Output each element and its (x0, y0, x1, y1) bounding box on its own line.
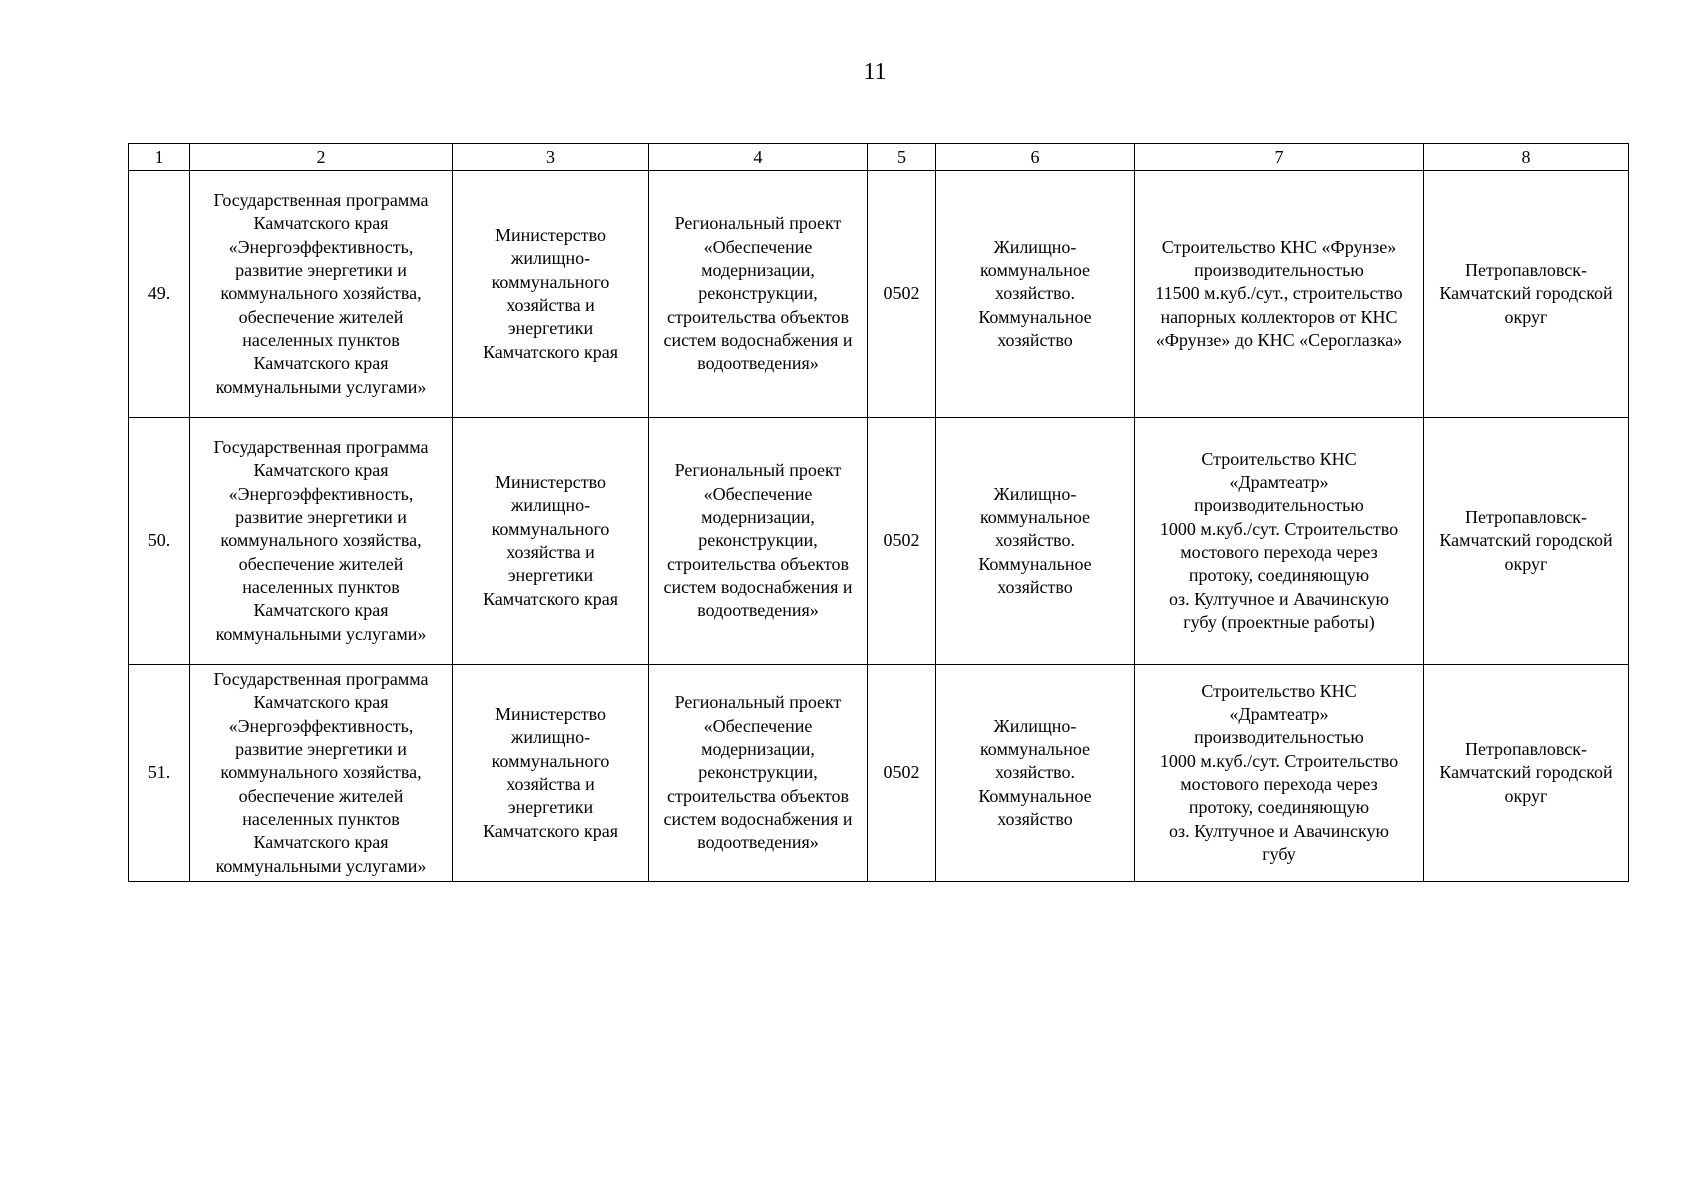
municipality-cell: Петропавловск- Камчатский городской округ (1424, 665, 1629, 882)
data-table (128, 143, 1629, 882)
municipality-cell: Петропавловск- Камчатский городской округ (1424, 171, 1629, 418)
column-number-header: 3 (453, 144, 649, 171)
column-number-header: 4 (649, 144, 868, 171)
column-number-header: 2 (190, 144, 453, 171)
code-cell: 0502 (868, 665, 936, 882)
ministry-cell: Министерство жилищно- коммунального хозяйства и энергетики Камчатского края (453, 665, 649, 882)
column-number-header: 5 (868, 144, 936, 171)
object-cell: Строительство КНС «Драмтеатр» производительностью 1000 м.куб./сут. Строительство мостового перехода через протоку, соединяющую оз. Култучное и Авачинскую губу (1135, 665, 1424, 882)
object-cell: Строительство КНС «Фрунзе» производительностью 11500 м.куб./сут., строительство напорных коллекторов от КНС «Фрунзе» до КНС «Сероглазка» (1135, 171, 1424, 418)
ministry-cell: Министерство жилищно- коммунального хозяйства и энергетики Камчатского края (453, 171, 649, 418)
code-cell: 0502 (868, 418, 936, 665)
table-row (129, 665, 1629, 882)
project-cell: Региональный проект «Обеспечение модернизации, реконструкции, строительства объектов систем водоснабжения и водоотведения» (649, 418, 868, 665)
project-cell: Региональный проект «Обеспечение модернизации, реконструкции, строительства объектов систем водоснабжения и водоотведения» (649, 665, 868, 882)
program-cell: Государственная программа Камчатского края «Энергоэффективность, развитие энергетики и коммунального хозяйства, обеспечение жителей населенных пунктов Камчатского края коммунальными услугами» (190, 418, 453, 665)
project-cell: Региональный проект «Обеспечение модернизации, реконструкции, строительства объектов систем водоснабжения и водоотведения» (649, 171, 868, 418)
column-number-header: 6 (936, 144, 1135, 171)
municipality-cell: Петропавловск- Камчатский городской округ (1424, 418, 1629, 665)
row-number-cell: 51. (129, 665, 190, 882)
table-header-row (129, 144, 1629, 171)
row-number-cell: 50. (129, 418, 190, 665)
table-row (129, 418, 1629, 665)
row-number-cell: 49. (129, 171, 190, 418)
section-cell: Жилищно- коммунальное хозяйство. Коммунальное хозяйство (936, 171, 1135, 418)
program-cell: Государственная программа Камчатского края «Энергоэффективность, развитие энергетики и коммунального хозяйства, обеспечение жителей населенных пунктов Камчатского края коммунальными услугами» (190, 171, 453, 418)
column-number-header: 8 (1424, 144, 1629, 171)
ministry-cell: Министерство жилищно- коммунального хозяйства и энергетики Камчатского края (453, 418, 649, 665)
program-cell: Государственная программа Камчатского края «Энергоэффективность, развитие энергетики и коммунального хозяйства, обеспечение жителей населенных пунктов Камчатского края коммунальными услугами» (190, 665, 453, 882)
code-cell: 0502 (868, 171, 936, 418)
page-number: 11 (863, 59, 887, 85)
column-number-header: 1 (129, 144, 190, 171)
section-cell: Жилищно- коммунальное хозяйство. Коммунальное хозяйство (936, 418, 1135, 665)
column-number-header: 7 (1135, 144, 1424, 171)
object-cell: Строительство КНС «Драмтеатр» производительностью 1000 м.куб./сут. Строительство мостового перехода через протоку, соединяющую оз. Култучное и Авачинскую губу (проектные работы) (1135, 418, 1424, 665)
table-row (129, 171, 1629, 418)
section-cell: Жилищно- коммунальное хозяйство. Коммунальное хозяйство (936, 665, 1135, 882)
